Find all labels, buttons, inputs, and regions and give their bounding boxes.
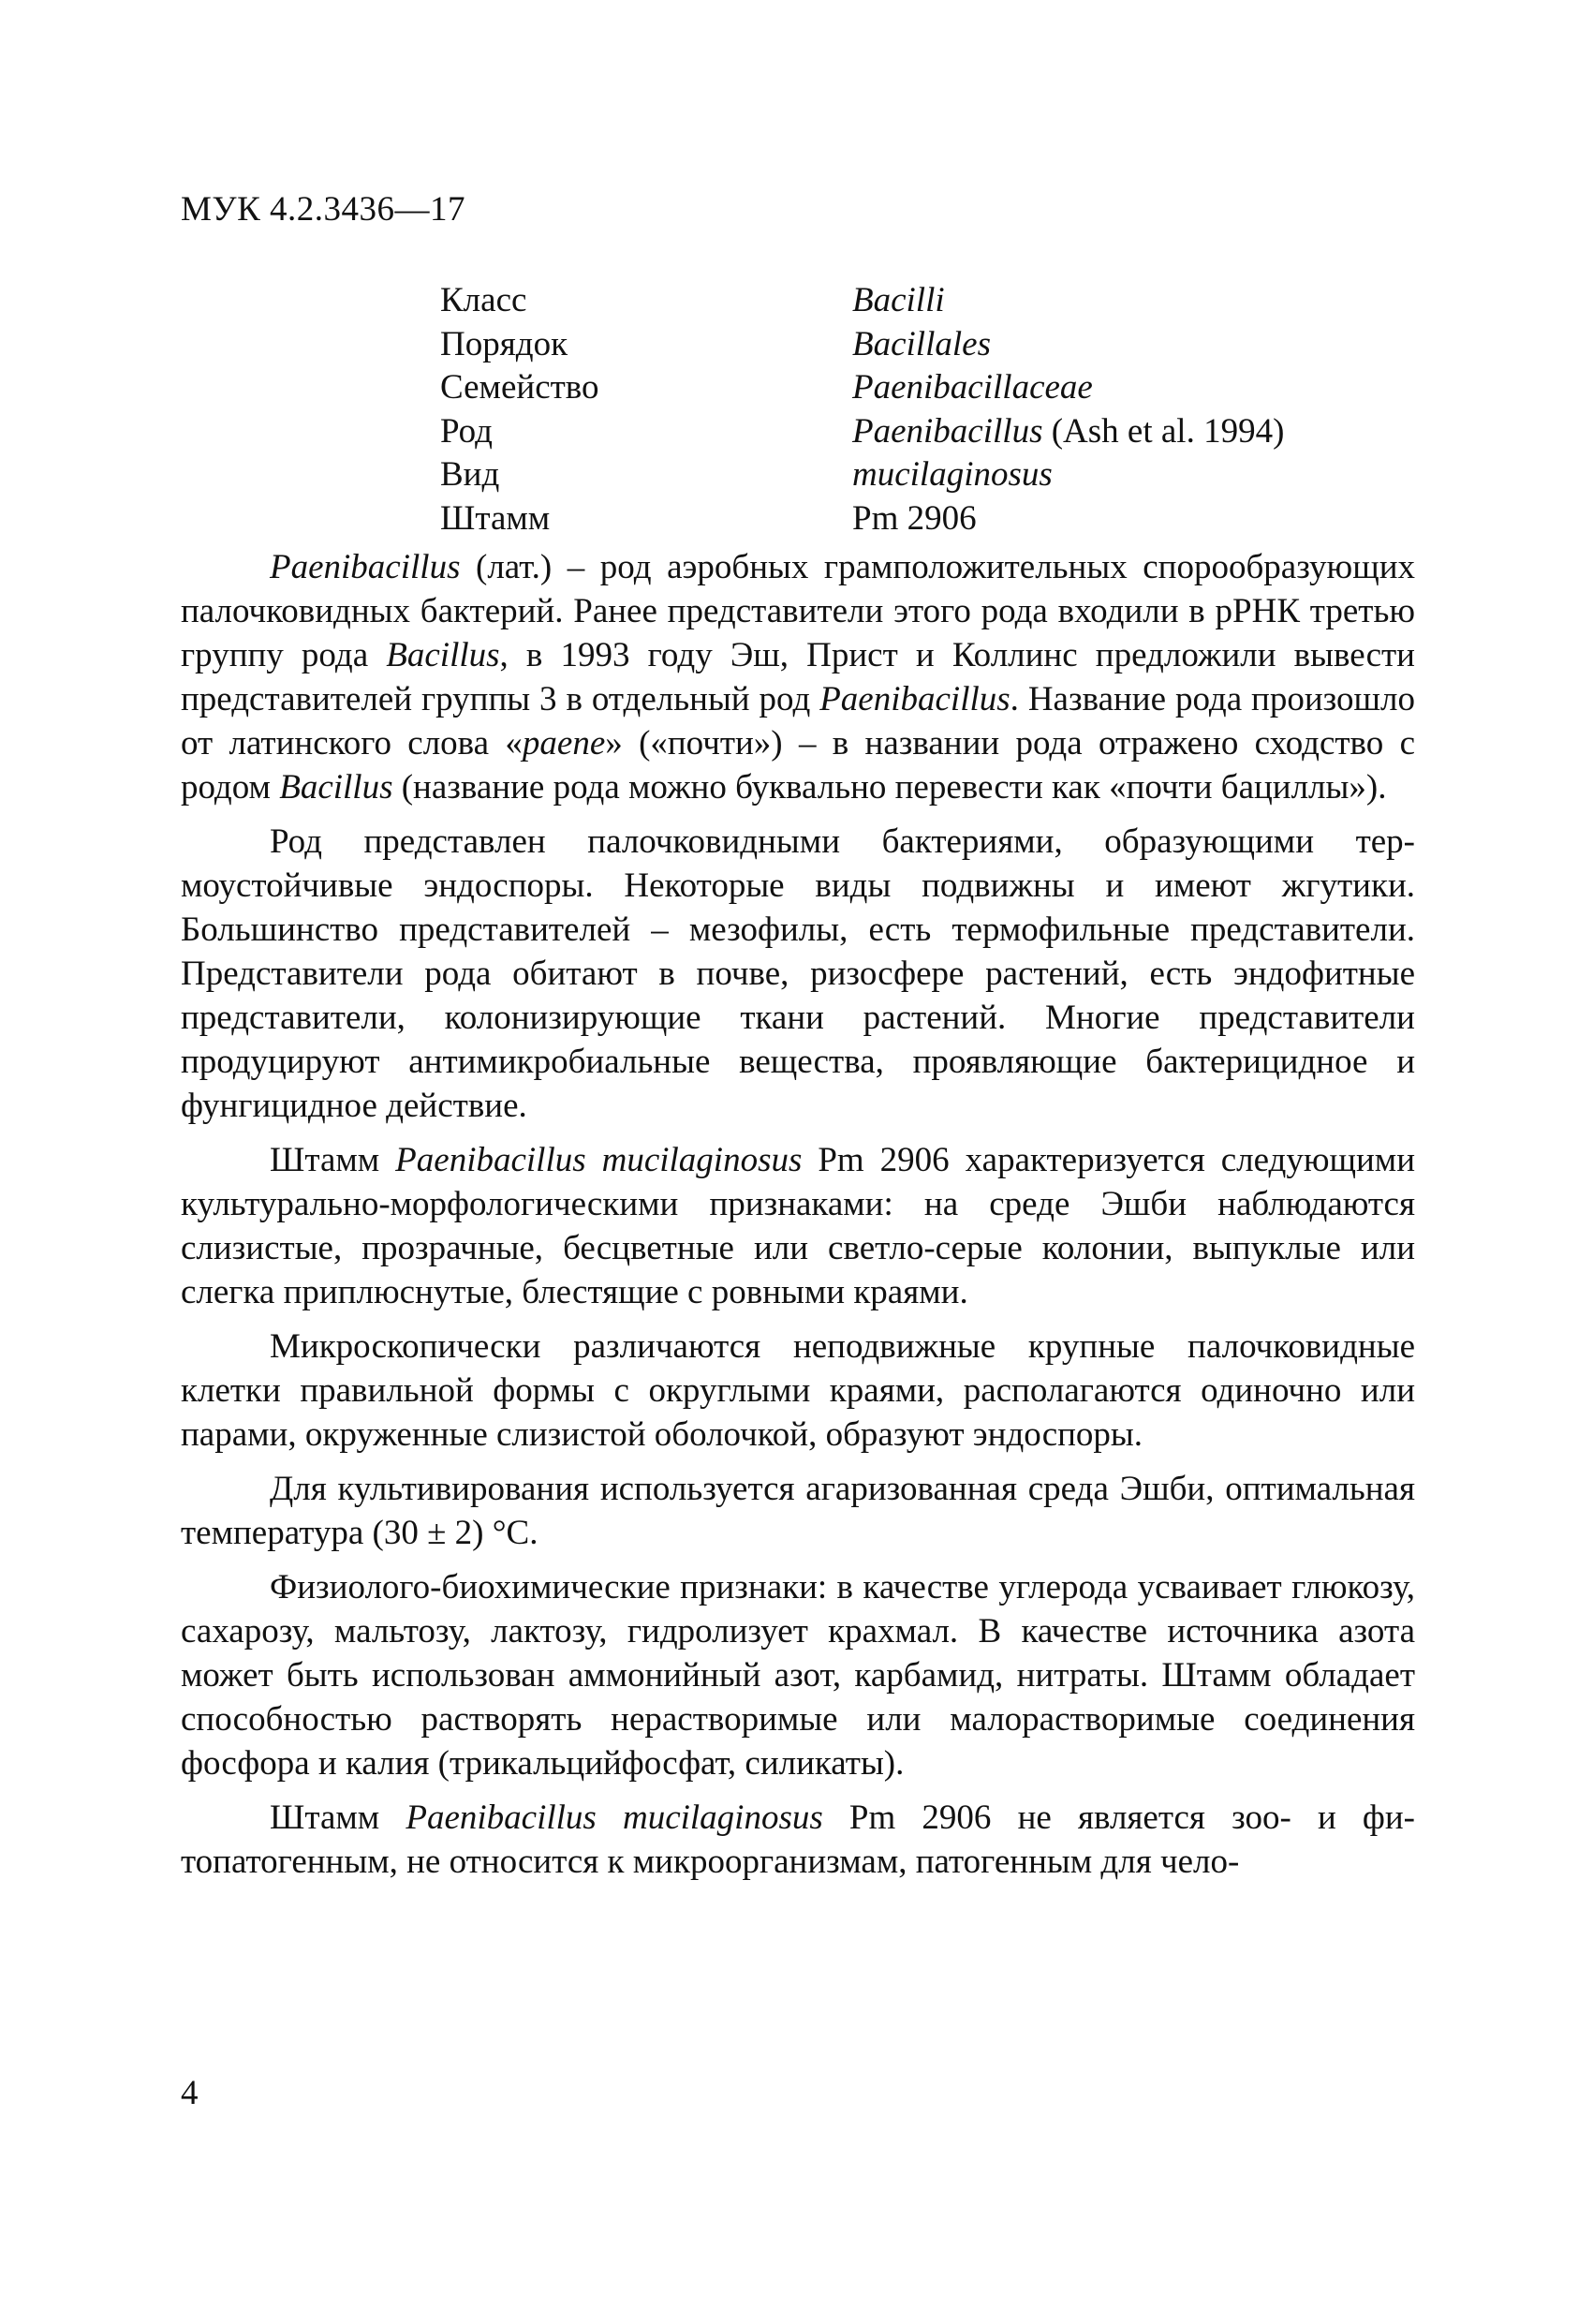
paragraph-genus-representation: Род представлен палочковидными бактериями, образующими термоустойчивые эндоспоры. Некоторые виды подвижны и имеют жгутики. Большинство представителей – мезофилы, есть термофильные представители. Представители рода обитают в почве, ризосфере растений, есть эндофитные представители, колонизирующие ткани растений. Многие представители продуцируют антимикробиальные вещества, проявляющие бактерицидное и фунгицидное действие.	[181, 822, 1415, 1125]
taxonomy-rank: Род	[440, 411, 493, 451]
taxonomy-rank: Штамм	[440, 498, 551, 538]
taxonomy-value-italic: mucilaginosus	[852, 455, 1053, 494]
text-run: (название рода можно буквально перевести как «почти бациллы»).	[392, 768, 1387, 807]
taxonomy-value: Pm 2906	[852, 498, 977, 538]
taxonomy-rank: Порядок	[440, 324, 568, 363]
italic-term: Paenibacillus mucilaginosus	[406, 1799, 823, 1837]
taxonomy-row-strain	[440, 497, 1284, 541]
text-run: , в 1993 году Эш, Прист и Коллинс предложили вывести представителей группы 3 в отдельный род	[181, 636, 1415, 718]
doc-id: МУК 4.2.3436—17	[181, 190, 466, 229]
taxonomy-value-italic: Bacillales	[852, 324, 991, 363]
taxonomy-row-genus	[440, 410, 1284, 454]
paragraph-genus-description	[181, 545, 1415, 809]
taxonomy-rank: Класс	[440, 281, 527, 319]
text-run: » («почти») – в названии рода отражено сходство с родом	[181, 724, 1415, 807]
taxonomy-row-class	[440, 279, 1284, 323]
taxonomy-value	[852, 366, 1093, 410]
taxonomy-value	[852, 323, 991, 367]
text-run: Штамм	[270, 1141, 396, 1179]
paragraph-microscopy: Микроскопически различаются неподвижные крупные палочковидные клетки правильной формы с округлыми краями, располагаются одиночно или парами, окруженные слизистой оболочкой, образуют эндоспоры.	[181, 1327, 1415, 1454]
page-number: 4	[181, 2074, 199, 2112]
paragraph-biochemistry: Физиолого-биохимические признаки: в качестве углерода усваивает глюкозу, сахарозу, мальтозу, лактозу, гидролизует крахмал. В качестве источника азота может быть использован аммонийный азот, карбамид, нитраты. Штамм обладает способностью растворять нерастворимые или малорастворимые соединения фосфора и калия (трикальцийфосфат, силикаты).	[181, 1568, 1415, 1783]
taxonomy-value-italic: Paenibacillus	[852, 411, 1043, 451]
italic-term: Paenibacillus	[270, 548, 461, 586]
paragraph-cultivation: Для культивирования используется агаризованная среда Эшби, оптимальная температура (30 ± 2) °С.	[181, 1470, 1415, 1552]
paragraph-strain-morphology	[181, 1138, 1415, 1314]
text-run: Штамм	[270, 1799, 406, 1837]
taxonomy-value	[852, 410, 1284, 454]
taxonomy-value	[852, 453, 1053, 497]
taxonomy-value	[852, 279, 945, 323]
text-run: Pm 2906 характеризуется следующими культурально-морфологическими признаками: на среде Эшби наблюдаются слизистые, прозрачные, бесцветные или светло-серые колонии, выпуклые или слегка приплюснутые, блестящие с ровными краями.	[181, 1141, 1415, 1311]
taxonomy-rank: Вид	[440, 455, 500, 494]
italic-term: Bacillus	[279, 768, 393, 807]
italic-term: Bacillus	[386, 636, 500, 674]
taxonomy-rank: Семейство	[440, 368, 599, 407]
text-run: . Название рода произошло от латинского слова «	[181, 680, 1415, 762]
document-header	[181, 187, 465, 232]
italic-term: Paenibacillus mucilaginosus	[395, 1141, 803, 1179]
body-text	[181, 545, 1415, 1894]
taxonomy-row-order	[440, 323, 1284, 367]
taxonomy-row-family	[440, 366, 1284, 410]
taxonomy-value-italic: Bacilli	[852, 281, 945, 319]
taxonomy-authority: (Ash et al. 1994)	[1042, 411, 1285, 451]
text-run: Pm 2906 не является зоо- и фитопатогенным, не относится к микроорганизмам, патогенным для чело-	[181, 1799, 1415, 1881]
paragraph-safety	[181, 1796, 1415, 1884]
italic-term: Paenibacillus	[819, 680, 1010, 718]
taxonomy-row-species	[440, 453, 1284, 497]
taxonomy-value-italic: Paenibacillaceae	[852, 368, 1093, 407]
text-run: (лат.) – род аэробных грамположительных спорообразующих палочковидных бактерий. Ранее представители этого рода входили в рРНК третью группу рода	[181, 548, 1415, 674]
taxonomy-table	[440, 279, 1284, 540]
italic-term: paene	[522, 724, 606, 762]
